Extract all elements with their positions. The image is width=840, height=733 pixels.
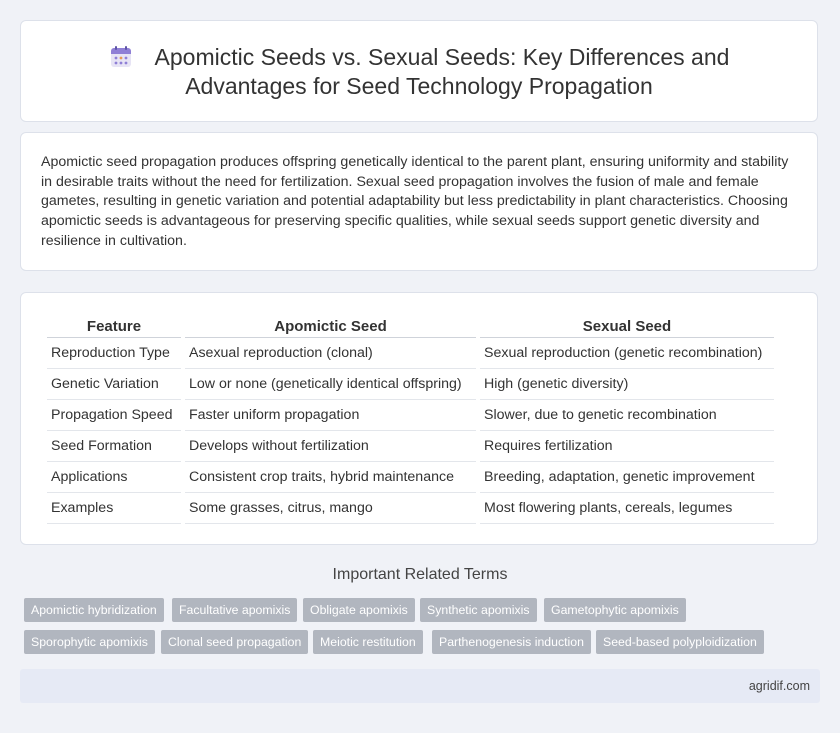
- title-line-1: Apomictic Seeds vs. Sexual Seeds: Key Differences and: [154, 44, 730, 70]
- cell-feature: Examples: [47, 493, 181, 524]
- table-row: [47, 400, 774, 431]
- tag-seed-based-polyploidization[interactable]: Seed-based polyploidization: [596, 630, 764, 654]
- cell-feature: Applications: [47, 462, 181, 493]
- comparison-table: [43, 315, 778, 524]
- tag-sporophytic-apomixis[interactable]: Sporophytic apomixis: [24, 630, 155, 654]
- related-terms-heading: Important Related Terms: [332, 566, 508, 583]
- cell-sexual: High (genetic diversity): [480, 369, 774, 400]
- cell-feature: Seed Formation: [47, 431, 181, 462]
- tag-gametophytic-apomixis[interactable]: Gametophytic apomixis: [544, 598, 686, 622]
- footer-site[interactable]: agridif.com: [748, 679, 810, 693]
- comparison-table-card: [20, 292, 818, 545]
- tag-parthenogenesis-induction[interactable]: Parthenogenesis induction: [432, 630, 591, 654]
- cell-apomictic: Develops without fertilization: [185, 431, 476, 462]
- cell-apomictic: Faster uniform propagation: [185, 400, 476, 431]
- calendar-icon: [109, 45, 133, 69]
- tag-synthetic-apomixis[interactable]: Synthetic apomixis: [420, 598, 537, 622]
- header-sexual: Sexual Seed: [480, 315, 774, 338]
- cell-sexual: Slower, due to genetic recombination: [480, 400, 774, 431]
- cell-apomictic: Low or none (genetically identical offspring): [185, 369, 476, 400]
- table-row: [47, 369, 774, 400]
- intro-paragraph: Apomictic seed propagation produces offspring genetically identical to the parent plant, ensuring uniformity and stability in desirable traits without the need for fertilization. Sexual seed propagation involves the fusion of male and female gametes, resulting in genetic variation and potential adaptability but less predictability in plant characteristics. Choosing apomictic seeds is advantageous for preserving specific qualities, while sexual seeds support genetic diversity and resilience in cultivation.: [41, 154, 789, 249]
- title-card: [20, 20, 818, 122]
- cell-sexual: Most flowering plants, cereals, legumes: [480, 493, 774, 524]
- page-title: [21, 43, 817, 101]
- table-row: [47, 462, 774, 493]
- tag-meiotic-restitution[interactable]: Meiotic restitution: [313, 630, 423, 654]
- cell-apomictic: Consistent crop traits, hybrid maintenance: [185, 462, 476, 493]
- cell-sexual: Requires fertilization: [480, 431, 774, 462]
- cell-feature: Genetic Variation: [47, 369, 181, 400]
- tag-clonal-seed-propagation[interactable]: Clonal seed propagation: [161, 630, 308, 654]
- tag-obligate-apomixis[interactable]: Obligate apomixis: [303, 598, 415, 622]
- tag-facultative-apomixis[interactable]: Facultative apomixis: [172, 598, 297, 622]
- cell-sexual: Sexual reproduction (genetic recombination): [480, 338, 774, 369]
- table-row: [47, 493, 774, 524]
- table-row: [47, 338, 774, 369]
- table-header-row: [47, 315, 774, 338]
- tag-apomictic-hybridization[interactable]: Apomictic hybridization: [24, 598, 164, 622]
- cell-sexual: Breeding, adaptation, genetic improvement: [480, 462, 774, 493]
- header-apomictic: Apomictic Seed: [185, 315, 476, 338]
- intro-card: [20, 132, 818, 271]
- cell-apomictic: Some grasses, citrus, mango: [185, 493, 476, 524]
- title-line-2: Advantages for Seed Technology Propagation: [185, 73, 653, 99]
- table-row: [47, 431, 774, 462]
- header-feature: Feature: [47, 315, 181, 338]
- cell-feature: Propagation Speed: [47, 400, 181, 431]
- cell-feature: Reproduction Type: [47, 338, 181, 369]
- cell-apomictic: Asexual reproduction (clonal): [185, 338, 476, 369]
- footer: [20, 669, 820, 703]
